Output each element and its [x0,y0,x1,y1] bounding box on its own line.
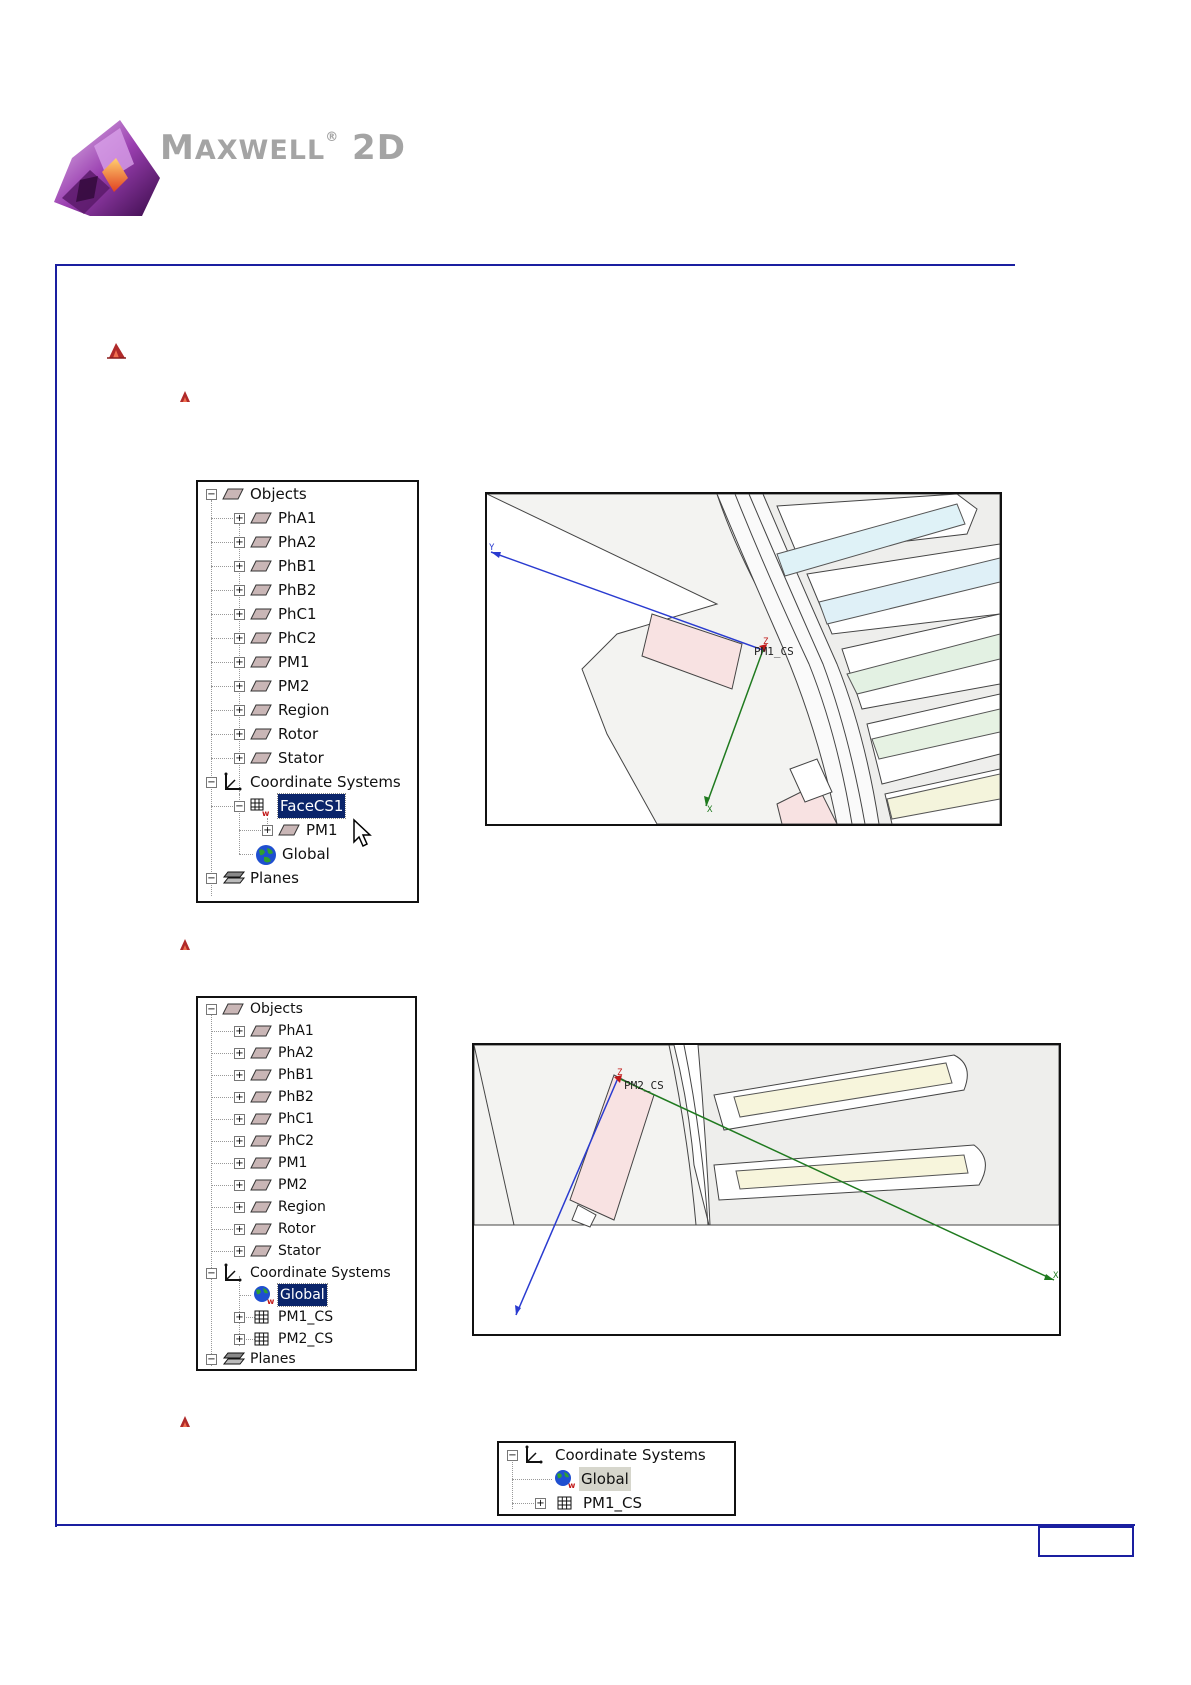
object-icon [250,1091,272,1103]
tree-label: Objects [250,1001,303,1017]
tree-label: PhA1 [278,1023,314,1039]
object-icon [250,1135,272,1147]
history-tree-panel-3: − Coordinate Systems w Global + PM1_CS [497,1441,736,1516]
tree-label-selected: FaceCS1 [278,794,345,818]
object-icon [250,1113,272,1125]
object-icon [250,512,272,524]
footer-rule [55,1524,1135,1526]
object-icon [250,752,272,764]
tree-label-selected: Global [278,1284,327,1306]
sub-bullet-icon [178,1413,192,1427]
tree-label: PM1_CS [278,1309,334,1325]
cs-label-pm2: PM2_CS [624,1079,664,1092]
object-icon [250,656,272,668]
object-icon [250,560,272,572]
registered-mark: ® [325,130,340,145]
tree-label: PM2 [278,1177,308,1193]
left-frame-rule [55,264,57,1527]
tree-label: PM1_CS [583,1494,643,1512]
object-icon [250,728,272,740]
object-icon [250,1245,272,1257]
object-icon [250,632,272,644]
tree-label: PhC2 [278,629,317,647]
object-icon [250,1201,272,1213]
object-icon [250,1179,272,1191]
tree-label: PhA2 [278,533,317,551]
mouse-cursor-icon [352,818,374,848]
history-tree-panel-2: − Objects + PhA1 + PhA2 + PhB1 + PhB2 + PhC1 + PhC2 + PM1 + PM2 + Region + Rotor + Stator − Coordinate Systems w Global + PM1_CS + PM2_CS − Planes [196,996,417,1371]
coordinate-systems-icon [523,1445,543,1465]
tree-label: Rotor [278,1221,316,1237]
coordinate-systems-icon [222,1263,242,1283]
brand-version: 2D [352,128,406,168]
tree-label: PhC1 [278,605,317,623]
tree-label: Region [278,1199,326,1215]
object-icon [250,584,272,596]
sub-bullet-icon [178,388,192,402]
brand-big-letter: M [160,128,195,168]
axis-label-x: X [707,805,713,815]
object-icon [222,488,244,500]
planes-icon [222,871,246,885]
svg-text:w: w [568,1481,576,1489]
tree-label: PM1 [278,653,310,671]
tree-label: PM1 [278,1155,308,1171]
section-bullet-icon [105,341,127,359]
tree-label: Coordinate Systems [250,1265,391,1281]
coordinate-systems-icon [222,772,242,792]
tree-label: Stator [278,749,324,767]
tree-label: Planes [250,1351,296,1367]
object-icon [250,680,272,692]
globe-icon [553,1469,577,1489]
page-number-box [1038,1526,1134,1557]
tree-label: PhC1 [278,1111,314,1127]
object-icon [278,824,300,836]
tree-label: Stator [278,1243,321,1259]
tree-label: PhB2 [278,581,317,599]
object-icon [250,1223,272,1235]
header-rule [55,264,1015,266]
globe-icon [252,1285,276,1305]
face-cs-grid-icon [250,798,270,816]
object-icon [250,1157,272,1169]
brand-small-letters: AXWELL [194,135,326,166]
tree-label: Planes [250,869,299,887]
axis-label-z: Z [617,1068,623,1078]
tree-label: Objects [250,485,307,503]
tree-label: Coordinate Systems [250,773,401,791]
grid-cs-icon [254,1332,270,1346]
model-viewport-1[interactable] [485,492,1002,826]
svg-text:w: w [262,809,270,816]
object-icon [250,1069,272,1081]
grid-cs-icon [557,1496,573,1510]
object-icon [250,1025,272,1037]
tree-label: Region [278,701,330,719]
tree-label: PhB1 [278,1067,314,1083]
object-icon [250,704,272,716]
tree-label: PhC2 [278,1133,314,1149]
object-icon [222,1003,244,1015]
svg-text:w: w [267,1297,275,1305]
axis-label-z: Z [763,637,769,647]
maxwell-2d-wordmark [160,128,406,168]
tree-label: Rotor [278,725,319,743]
grid-cs-icon [254,1310,270,1324]
globe-icon [254,844,278,866]
history-tree-panel-1: − Objects + PhA1 + PhA2 + PhB1 + PhB2 + PhC1 + PhC2 + PM1 + PM2 + Region + Rotor + Stator − Coordinate Systems − w FaceCS1 + PM1 Global − Planes [196,480,419,903]
object-icon [250,608,272,620]
tree-label: PhA2 [278,1045,314,1061]
sub-bullet-icon [178,936,192,950]
tree-label-highlighted: Global [579,1467,631,1491]
tree-label: PM1 [306,821,338,839]
tree-label: PhB2 [278,1089,314,1105]
tree-label: PM2_CS [278,1331,334,1347]
tree-label: PhB1 [278,557,317,575]
maxwell-logo-icon [50,118,162,220]
planes-icon [222,1352,246,1366]
object-icon [250,536,272,548]
object-icon [250,1047,272,1059]
tree-label: PM2 [278,677,310,695]
axis-label-y: Y [489,543,495,553]
model-viewport-2[interactable] [472,1043,1061,1336]
axis-label-x: X [1053,1271,1059,1281]
tree-label: Coordinate Systems [555,1446,706,1464]
tree-label: Global [282,845,330,863]
cs-label-pm1: PM1_CS [754,645,794,658]
tree-label: PhA1 [278,509,317,527]
